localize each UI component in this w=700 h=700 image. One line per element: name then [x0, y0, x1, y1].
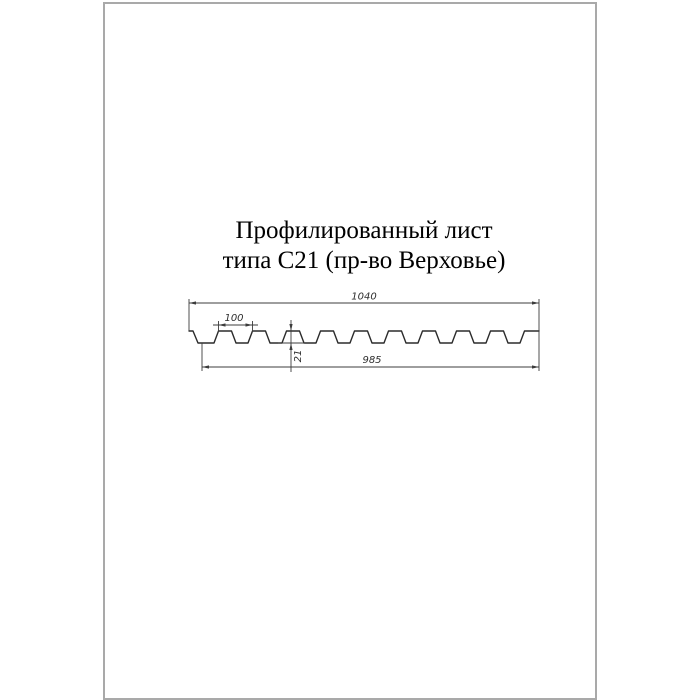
- page-title: [105, 216, 595, 276]
- arrow-left: [189, 301, 196, 304]
- page-title-line-1: Профилированный лист: [235, 217, 493, 244]
- arrow-right: [532, 301, 539, 304]
- arrow-up: [289, 343, 292, 350]
- dimension-wave-pitch: [213, 313, 258, 332]
- dimension-value-wave-pitch: 100: [224, 313, 244, 324]
- arrow-left: [202, 365, 209, 368]
- arrow-right: [246, 323, 253, 326]
- dimension-value-useful-width: 985: [362, 355, 382, 366]
- dimension-profile-height: [278, 320, 305, 372]
- arrow-right: [532, 365, 539, 368]
- dimension-value-profile-height: 21: [293, 349, 304, 363]
- arrow-down: [289, 324, 292, 331]
- profile-drawing: [167, 285, 557, 380]
- page-title-line-2: типа С21 (пр-во Верховье): [222, 247, 506, 274]
- dimension-value-overall-width: 1040: [351, 291, 377, 303]
- document-page: [103, 2, 597, 700]
- dimension-useful-width: [202, 343, 539, 371]
- sheet-profile-outline: [189, 331, 539, 343]
